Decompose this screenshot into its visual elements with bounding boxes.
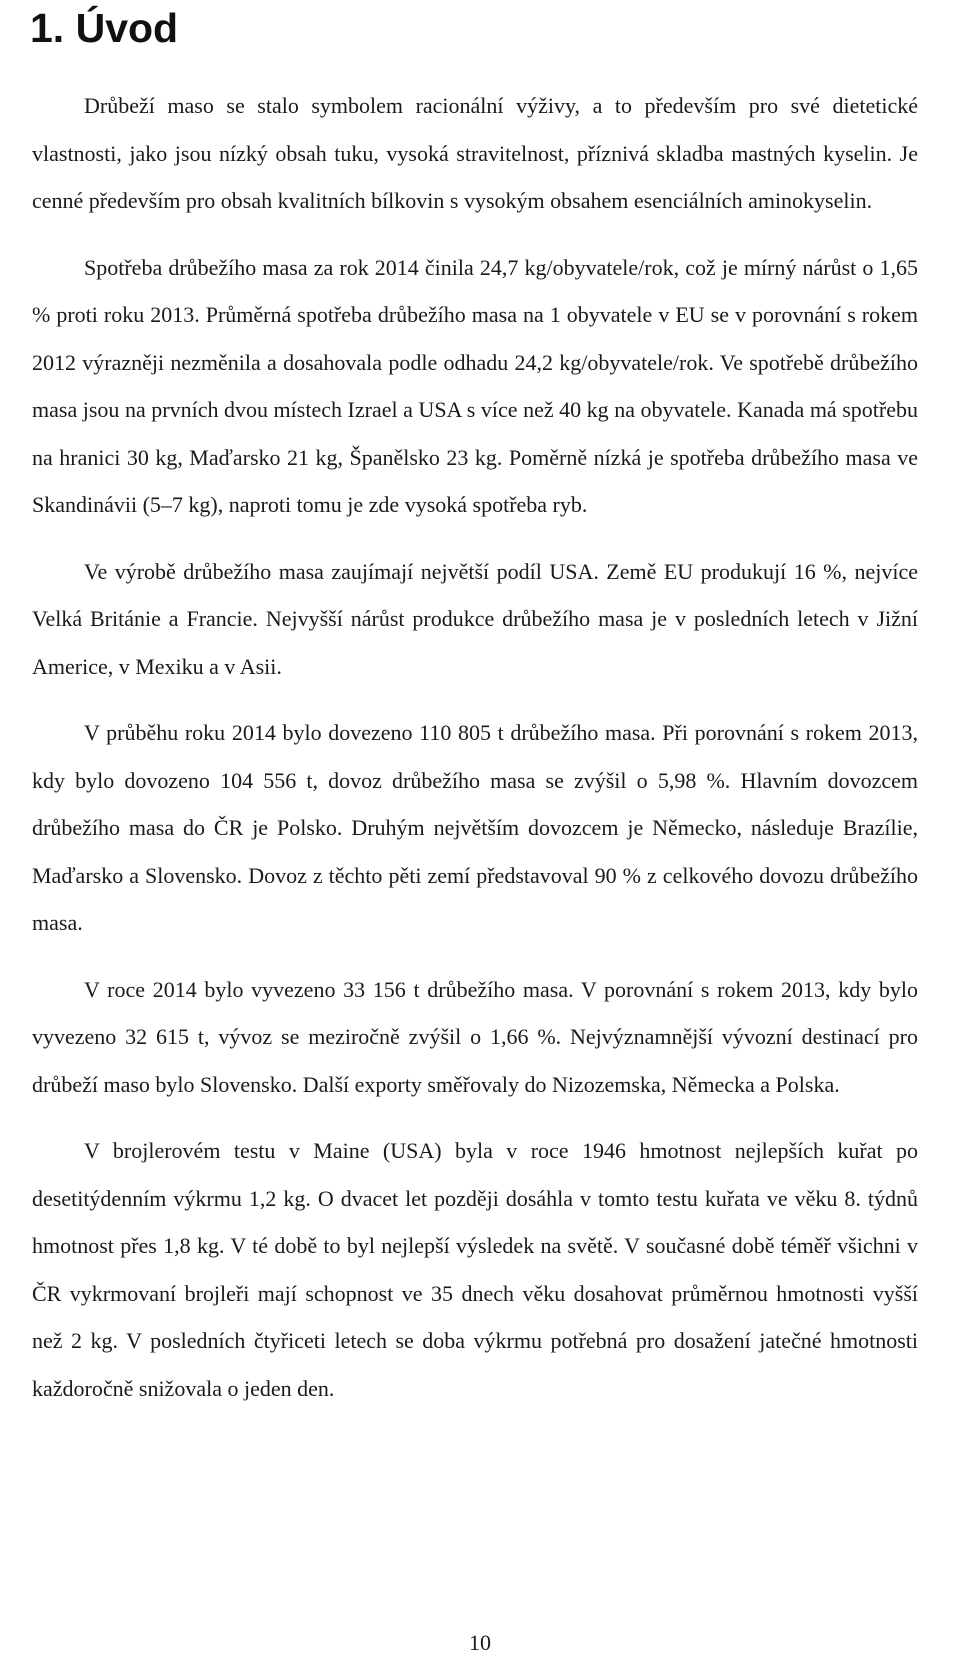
paragraph-broiler-test: V brojlerovém testu v Maine (USA) byla v roce 1946 hmotnost nejlepších kuřat po desetitýdenním výkrmu 1,2 kg. O dvacet let později dosáhla v tomto testu kuřata ve věku 8. týdnů hmotnost přes 1,8 kg. V té době to byl nejlepší výsledek na světě. V současné době téměř všichni v ČR vykrmovaní brojleři mají schopnost ve 35 dnech věku dosahovat průměrnou hmotnosti vyšší než 2 kg. V posledních čtyřiceti letech se doba výkrmu potřebná pro dosažení jatečné hmotnosti každoročně snižovala o jeden den.	[32, 1138, 918, 1401]
paragraph-import: V průběhu roku 2014 bylo dovezeno 110 805 t drůbežího masa. Při porovnání s rokem 2013, kdy bylo dovozeno 104 556 t, dovoz drůbežího masa se zvýšil o 5,98 %. Hlavním dovozcem drůbežího masa do ČR je Polsko. Druhým největším dovozcem je Německo, následuje Brazílie, Maďarsko a Slovensko. Dovoz z těchto pěti zemí představoval 90 % z celkového dovozu drůbežího masa.	[32, 720, 918, 935]
body-text	[32, 82, 918, 1412]
paragraph-export: V roce 2014 bylo vyvezeno 33 156 t drůbežího masa. V porovnání s rokem 2013, kdy bylo vyvezeno 32 615 t, vývoz se meziročně zvýšil o 1,66 %. Nejvýznamnější vývozní destinací pro drůbeží maso bylo Slovensko. Další exporty směřovaly do Nizozemska, Německa a Polska.	[32, 976, 918, 1097]
paragraph-production: Ve výrobě drůbežího masa zaujímají největší podíl USA. Země EU produkují 16 %, nejvíce Velká Británie a Francie. Nejvyšší nárůst produkce drůbežího masa je v posledních letech v Jižní Americe, v Mexiku a v Asii.	[32, 558, 918, 679]
page-number: 10	[469, 1630, 491, 1655]
paragraph-intro: Drůbeží maso se stalo symbolem racionální výživy, a to především pro své dietetické vlastnosti, jako jsou nízký obsah tuku, vysoká stravitelnost, příznivá skladba mastných kyselin. Je cenné především pro obsah kvalitních bílkovin s vysokým obsahem esenciálních aminokyselin.	[32, 93, 918, 213]
paragraph-consumption: Spotřeba drůbežího masa za rok 2014 činila 24,7 kg/obyvatele/rok, což je mírný nárůst o 1,65 % proti roku 2013. Průměrná spotřeba drůbežího masa na 1 obyvatele v EU se v porovnání s rokem 2012 výrazněji nezměnila a dosahovala podle odhadu 24,2 kg/obyvatele/rok. Ve spotřebě drůbežího masa jsou na prvních dvou místech Izrael a USA s více než 40 kg na obyvatele. Kanada má spotřebu na hranici 30 kg, Maďarsko 21 kg, Španělsko 23 kg. Poměrně nízká je spotřeba drůbežího masa ve Skandinávii (5–7 kg), naproti tomu je zde vysoká spotřeba ryb.	[32, 254, 918, 517]
chapter-heading: 1. Úvod	[30, 5, 179, 51]
